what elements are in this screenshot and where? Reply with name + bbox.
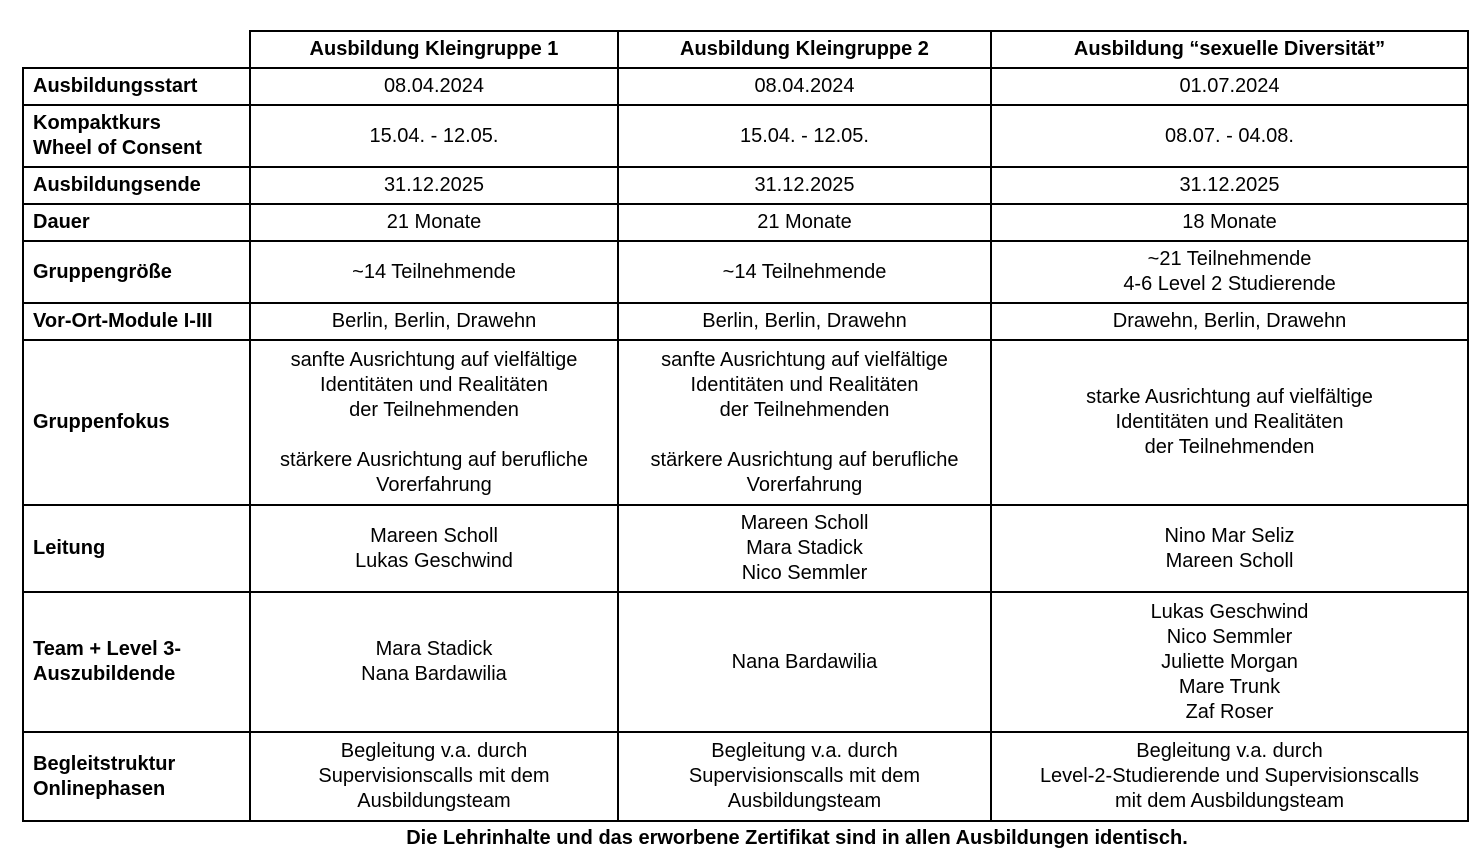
table-cell: Mareen Scholl Mara Stadick Nico Semmler — [618, 505, 991, 592]
row-ausbildungsende — [23, 167, 1468, 204]
table-cell: sanfte Ausrichtung auf vielfältige Identitäten und Realitäten der Teilnehmenden stärkere Ausrichtung auf berufliche Vorerfahrung — [250, 340, 618, 505]
row-label: Team + Level 3- Auszubildende — [23, 592, 250, 732]
table-cell: 08.04.2024 — [250, 68, 618, 105]
row-label: Ausbildungsstart — [23, 68, 250, 105]
row-label: Leitung — [23, 505, 250, 592]
row-label: Gruppenfokus — [23, 340, 250, 505]
table-cell: ~14 Teilnehmende — [250, 241, 618, 303]
table-cell: ~14 Teilnehmende — [618, 241, 991, 303]
row-dauer — [23, 204, 1468, 241]
row-label: Dauer — [23, 204, 250, 241]
table-cell: 21 Monate — [250, 204, 618, 241]
table-cell: starke Ausrichtung auf vielfältige Identitäten und Realitäten der Teilnehmenden — [991, 340, 1468, 505]
table-cell: 21 Monate — [618, 204, 991, 241]
header-row — [23, 31, 1468, 68]
row-team-level-3 — [23, 592, 1468, 732]
table-cell: Berlin, Berlin, Drawehn — [618, 303, 991, 340]
row-label: Kompaktkurs Wheel of Consent — [23, 105, 250, 167]
table-cell: Nana Bardawilia — [618, 592, 991, 732]
row-label: Vor-Ort-Module I-III — [23, 303, 250, 340]
row-begleitstruktur — [23, 732, 1468, 821]
table-cell: ~21 Teilnehmende 4-6 Level 2 Studierende — [991, 241, 1468, 303]
column-header-kleingruppe-2: Ausbildung Kleingruppe 2 — [618, 31, 991, 68]
table-cell: 31.12.2025 — [250, 167, 618, 204]
table-cell: 31.12.2025 — [618, 167, 991, 204]
comparison-table — [22, 30, 1469, 822]
table-cell: Lukas Geschwind Nico Semmler Juliette Morgan Mare Trunk Zaf Roser — [991, 592, 1468, 732]
table-cell: 15.04. - 12.05. — [618, 105, 991, 167]
row-label: Gruppengröße — [23, 241, 250, 303]
table-cell: Begleitung v.a. durch Supervisionscalls mit dem Ausbildungsteam — [250, 732, 618, 821]
footer-note: Die Lehrinhalte und das erworbene Zertifikat sind in allen Ausbildungen identisch. — [406, 827, 1188, 849]
table-cell: Mara Stadick Nana Bardawilia — [250, 592, 618, 732]
table-cell: Berlin, Berlin, Drawehn — [250, 303, 618, 340]
row-leitung — [23, 505, 1468, 592]
table-cell: Mareen Scholl Lukas Geschwind — [250, 505, 618, 592]
row-label: Ausbildungsende — [23, 167, 250, 204]
table-cell: Drawehn, Berlin, Drawehn — [991, 303, 1468, 340]
column-header-kleingruppe-1: Ausbildung Kleingruppe 1 — [250, 31, 618, 68]
row-vor-ort-module — [23, 303, 1468, 340]
table-cell: sanfte Ausrichtung auf vielfältige Identitäten und Realitäten der Teilnehmenden stärkere Ausrichtung auf berufliche Vorerfahrung — [618, 340, 991, 505]
table-cell: 18 Monate — [991, 204, 1468, 241]
column-header-sexuelle-diversitaet: Ausbildung “sexuelle Diversität” — [991, 31, 1468, 68]
table-cell: 31.12.2025 — [991, 167, 1468, 204]
row-label: Begleitstruktur Onlinephasen — [23, 732, 250, 821]
table-cell: Begleitung v.a. durch Level-2-Studierende und Supervisionscalls mit dem Ausbildungsteam — [991, 732, 1468, 821]
table-cell: Nino Mar Seliz Mareen Scholl — [991, 505, 1468, 592]
row-gruppengroesse — [23, 241, 1468, 303]
table-cell: 08.07. - 04.08. — [991, 105, 1468, 167]
table-cell: 01.07.2024 — [991, 68, 1468, 105]
table-cell: 08.04.2024 — [618, 68, 991, 105]
row-gruppenfokus — [23, 340, 1468, 505]
table-cell: Begleitung v.a. durch Supervisionscalls mit dem Ausbildungsteam — [618, 732, 991, 821]
row-kompaktkurs — [23, 105, 1468, 167]
corner-cell — [23, 31, 250, 68]
row-ausbildungsstart — [23, 68, 1468, 105]
table-cell: 15.04. - 12.05. — [250, 105, 618, 167]
